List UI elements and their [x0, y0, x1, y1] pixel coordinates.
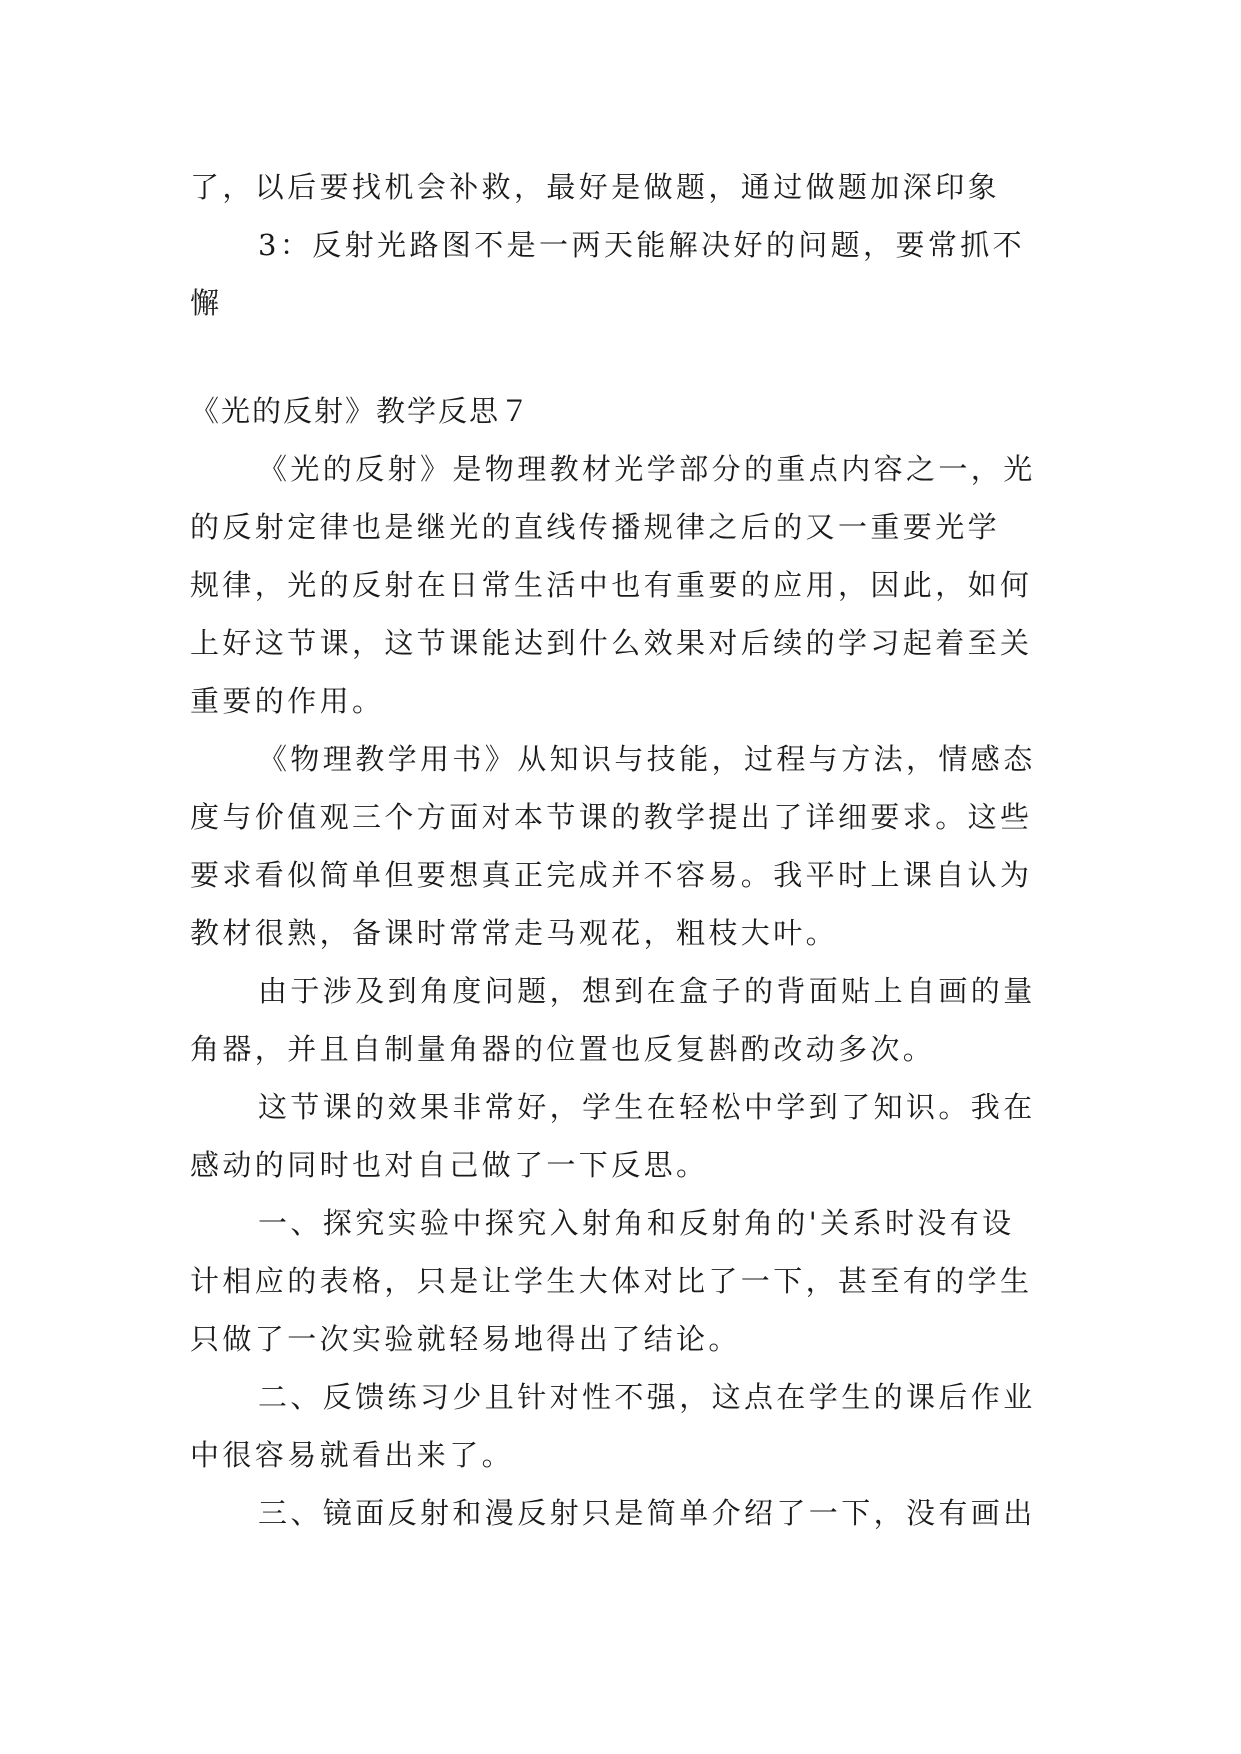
paragraph-line: 教材很熟，备课时常常走马观花，粗枝大叶。 [190, 916, 839, 950]
paragraph-line: 由于涉及到角度问题，想到在盒子的背面贴上自画的量 [258, 974, 1036, 1008]
paragraph-4 [190, 1078, 1050, 1194]
paragraph-line: 一、探究实验中探究入射角和反射角的'关系时没有设 [258, 1206, 1015, 1240]
continuation-line-2: 3：反射光路图不是一两天能解决好的问题，要常抓不 [258, 228, 1026, 262]
paragraph-line: 重要的作用。 [190, 684, 385, 718]
continuation-line-1: 了，以后要找机会补救，最好是做题，通过做题加深印象 [190, 170, 1001, 204]
section-title: 《光的反射》教学反思７ [190, 394, 532, 428]
paragraph-3 [190, 962, 1050, 1078]
paragraph-line: 只做了一次实验就轻易地得出了结论。 [190, 1322, 741, 1356]
paragraph-line: 计相应的表格，只是让学生大体对比了一下，甚至有的学生 [190, 1264, 1033, 1298]
paragraph-line: 中很容易就看出来了。 [190, 1438, 515, 1472]
paragraph-line: 二、反馈练习少且针对性不强，这点在学生的课后作业 [258, 1380, 1036, 1414]
paragraph-7 [190, 1484, 1050, 1542]
continuation-line-3: 懈 [190, 286, 223, 320]
paragraph-line: 感动的同时也对自己做了一下反思。 [190, 1148, 709, 1182]
paragraph-line: 上好这节课，这节课能达到什么效果对后续的学习起着至关 [190, 626, 1033, 660]
paragraph-line: 三、镜面反射和漫反射只是简单介绍了一下，没有画出 [258, 1496, 1036, 1530]
paragraph-line: 度与价值观三个方面对本节课的教学提出了详细要求。这些 [190, 800, 1033, 834]
paragraph-2 [190, 730, 1050, 962]
paragraph-line: 的反射定律也是继光的直线传播规律之后的又一重要光学 [190, 510, 1001, 544]
paragraph-1 [190, 440, 1050, 730]
paragraph-line: 角器，并且自制量角器的位置也反复斟酌改动多次。 [190, 1032, 936, 1066]
paragraph-line: 规律，光的反射在日常生活中也有重要的应用，因此，如何 [190, 568, 1033, 602]
paragraph-line: 《物理教学用书》从知识与技能，过程与方法，情感态 [258, 742, 1036, 776]
paragraph-line: 《光的反射》是物理教材光学部分的重点内容之一，光 [258, 452, 1036, 486]
section-gap [190, 332, 1050, 382]
paragraph-5 [190, 1194, 1050, 1368]
paragraph-line: 这节课的效果非常好，学生在轻松中学到了知识。我在 [258, 1090, 1036, 1124]
paragraph-6 [190, 1368, 1050, 1484]
document-body [190, 158, 1050, 1542]
paragraph-line: 要求看似简单但要想真正完成并不容易。我平时上课自认为 [190, 858, 1033, 892]
